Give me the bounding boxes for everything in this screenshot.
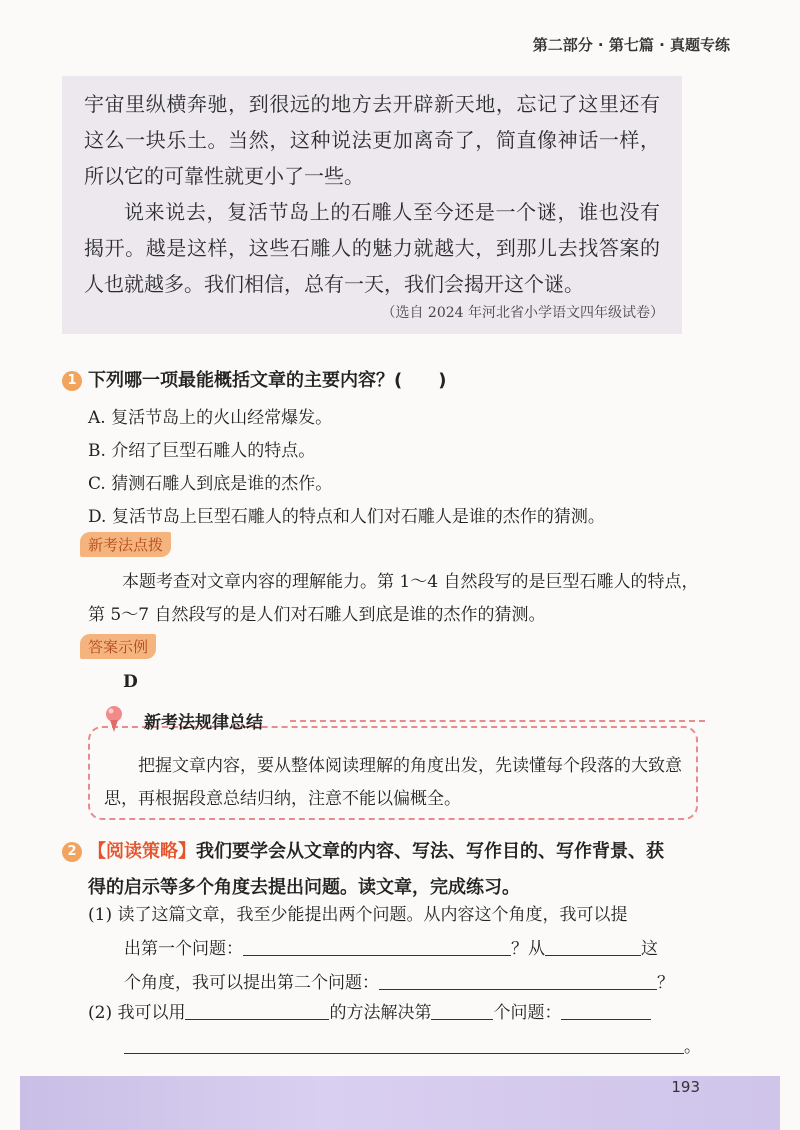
passage-paragraph-2: 说来说去，复活节岛上的石雕人至今还是一个谜，谁也没有揭开。越是这样，这些石雕人的魅力就越大，到那儿去找答案的人也就越多。我们相信，总有一天，我们会揭开这个谜。 bbox=[84, 200, 660, 296]
summary-header bbox=[100, 706, 705, 732]
passage-box bbox=[62, 76, 682, 334]
subquestion-1-prompt: 出第一个问题： bbox=[124, 939, 243, 959]
answer-blank-question1[interactable] bbox=[243, 935, 511, 956]
footer-bar bbox=[20, 1076, 780, 1130]
option-a[interactable]: A. 复活节岛上的火山经常爆发。 bbox=[88, 408, 333, 428]
passage-source: （选自 2024 年河北省小学语文四年级试卷） bbox=[381, 305, 664, 321]
subquestion-2-prefix: (2) 我可以用 bbox=[88, 1003, 186, 1023]
question-2 bbox=[62, 834, 712, 906]
page-header: 第二部分 · 第七篇 · 真题专练 bbox=[532, 36, 730, 54]
answer-blank-solution-b[interactable] bbox=[124, 1033, 684, 1054]
period-mark: 。 bbox=[684, 1037, 701, 1057]
option-b[interactable]: B. 介绍了巨型石雕人的特点。 bbox=[88, 441, 316, 461]
answer-blank-method[interactable] bbox=[185, 999, 329, 1020]
option-c[interactable]: C. 猜测石雕人到底是谁的杰作。 bbox=[88, 474, 333, 494]
option-d[interactable]: D. 复活节岛上巨型石雕人的特点和人们对石雕人是谁的杰作的猜测。 bbox=[88, 507, 605, 527]
subquestion-1-from: ？从 bbox=[511, 939, 545, 959]
question-1-text: 下列哪一项最能概括文章的主要内容？( ) bbox=[88, 370, 447, 391]
question-1 bbox=[62, 366, 446, 392]
subquestion-2-suffix: 个问题： bbox=[493, 1003, 562, 1023]
subquestion-2 bbox=[88, 996, 708, 1064]
dashed-divider bbox=[290, 720, 705, 722]
pushpin-icon bbox=[100, 704, 128, 734]
answer-blank-angle[interactable] bbox=[545, 935, 641, 956]
answer-blank-solution-a[interactable] bbox=[561, 999, 651, 1020]
subquestion-1-line1: (1) 读了这篇文章，我至少能提出两个问题。从内容这个角度，我可以提 bbox=[88, 905, 628, 925]
question-2-text-line1: 我们要学会从文章的内容、写法、写作目的、写作背景、获 bbox=[196, 841, 664, 862]
question-2-text-line2: 得的启示等多个角度去提出问题。读文章，完成练习。 bbox=[88, 877, 520, 898]
answer-blank-question2[interactable] bbox=[379, 969, 657, 990]
subquestion-2-middle: 的方法解决第 bbox=[329, 1003, 432, 1023]
question-1-options bbox=[88, 402, 605, 534]
summary-text: 把握文章内容，要从整体阅读理解的角度出发，先读懂每个段落的大致意思，再根据段意总结归纳，注意不能以偏概全。 bbox=[104, 756, 682, 809]
passage-paragraph-1: 宇宙里纵横奔驰，到很远的地方去开辟新天地，忘记了这里还有这么一块乐土。当然，这种说法更加离奇了，简直像神话一样，所以它的可靠性就更小了一些。 bbox=[84, 92, 660, 188]
question-number-badge: 2 bbox=[62, 842, 82, 862]
tip-text: 本题考查对文章内容的理解能力。第 1～4 自然段写的是巨型石雕人的特点，第 5～7 自然段写的是人们对石雕人到底是谁的杰作的猜测。 bbox=[88, 572, 699, 625]
answer-label: 答案示例 bbox=[80, 634, 156, 659]
summary-title: 新考法规律总结 bbox=[144, 713, 263, 733]
answer-value: D bbox=[123, 672, 138, 692]
question-mark: ？ bbox=[657, 973, 674, 993]
tip-label: 新考法点拨 bbox=[80, 532, 171, 557]
subquestion-1-this: 这 bbox=[641, 939, 658, 959]
subquestion-1 bbox=[88, 898, 708, 1000]
subquestion-1-second: 个角度，我可以提出第二个问题： bbox=[124, 973, 379, 993]
question-number-badge: 1 bbox=[62, 371, 82, 391]
page-number: 193 bbox=[671, 1078, 700, 1096]
reading-strategy-label: 【阅读策略】 bbox=[88, 841, 196, 862]
answer-blank-number[interactable] bbox=[431, 999, 493, 1020]
summary-box bbox=[88, 726, 698, 820]
